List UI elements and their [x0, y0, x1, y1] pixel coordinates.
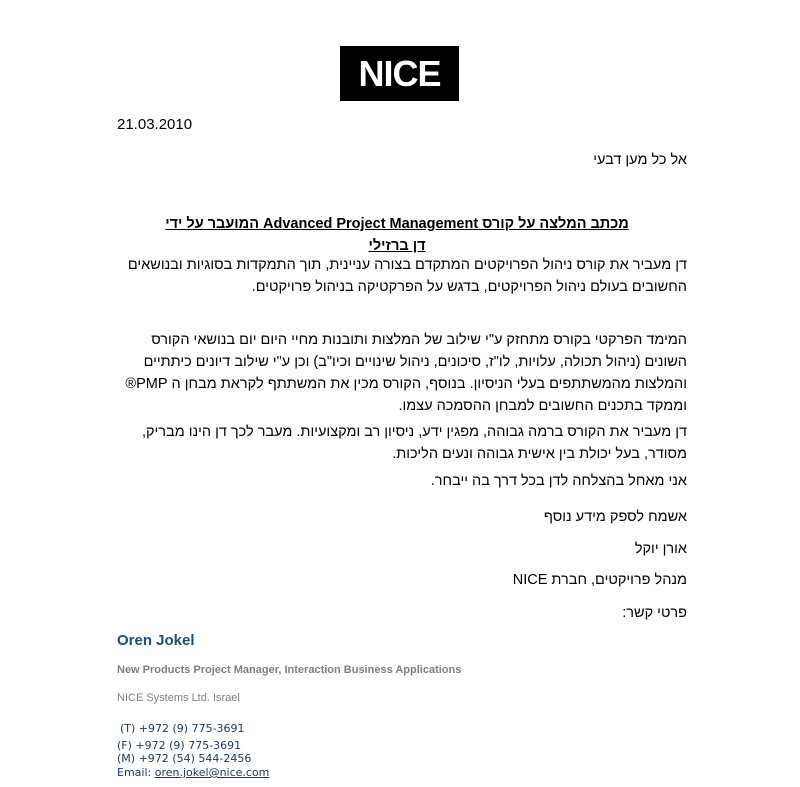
- phone-f: (F) +972 (9) 775-3691: [117, 739, 242, 752]
- letter-date: 21.03.2010: [117, 116, 193, 133]
- phone-t: (T) +972 (9) 775-3691: [120, 722, 245, 735]
- email-label: Email:: [117, 766, 155, 779]
- paragraph-offer: אשמח לספק מידע נוסף: [543, 509, 687, 525]
- signer-name-hebrew: אורן יוקל: [634, 541, 687, 557]
- signature-name: Oren Jokel: [117, 632, 195, 649]
- email-row: [117, 766, 269, 779]
- phone-m: (M) +972 (54) 544-2456: [117, 752, 252, 765]
- signer-title-hebrew: מנהל פרויקטים, חברת NICE: [512, 572, 687, 588]
- paragraph-wish: אני מאחל בהצלחה לדן בכל דרך בה ייבחר.: [430, 473, 687, 489]
- paragraph-intro: דן מעביר את קורס ניהול הפרויקטים המתקדם בצורה עניינית, תוך התמקדות בסוגיות ובנושאים החשובים בעולם ניהול הפרויקטים, בדגש על הפרקטיקה בניהול פרויקטים.: [127, 257, 687, 295]
- letter-subject: מכתב המלצה על קורס Advanced Project Management המועבר על ידי דן ברזילי: [165, 216, 629, 254]
- signature-company: NICE Systems Ltd. Israel: [117, 692, 240, 704]
- contact-details-label: פרטי קשר:: [622, 605, 687, 621]
- email-link[interactable]: oren.jokel@nice.com: [154, 766, 270, 779]
- signature-title: New Products Project Manager, Interaction Business Applications: [117, 664, 462, 676]
- paragraph-practical: המימד הפרקטי בקורס מתחזק ע"י שילוב של המלצות ותובנות מחיי היום יום בנושאי הקורס השונים (ניהול תכולה, עלויות, לו"ז, סיכונים, ניהול שינויים וכיו"ב) וכן ע"י שילוב דיונים כיתתיים והמלצות מהמשתתפים בעלי הניסיון. בנוסף, הקורס מכין את המשתתף לקראת מבחן ה PMP® וממקד בתכנים החשובים למבחן ההסמכה עצמו.: [125, 332, 687, 414]
- logo-text: NICE: [358, 52, 441, 94]
- nice-logo: [340, 46, 459, 101]
- paragraph-level: דן מעביר את הקורס ברמה גבוהה, מפגין ידע, ניסיון רב ומקצועיות. מעבר לכך דן הינו מבריק, מסודר, בעל יכולת בין אישית גבוהה ונעים הליכות.: [141, 424, 687, 462]
- greeting: אל כל מען דבעי: [593, 152, 687, 168]
